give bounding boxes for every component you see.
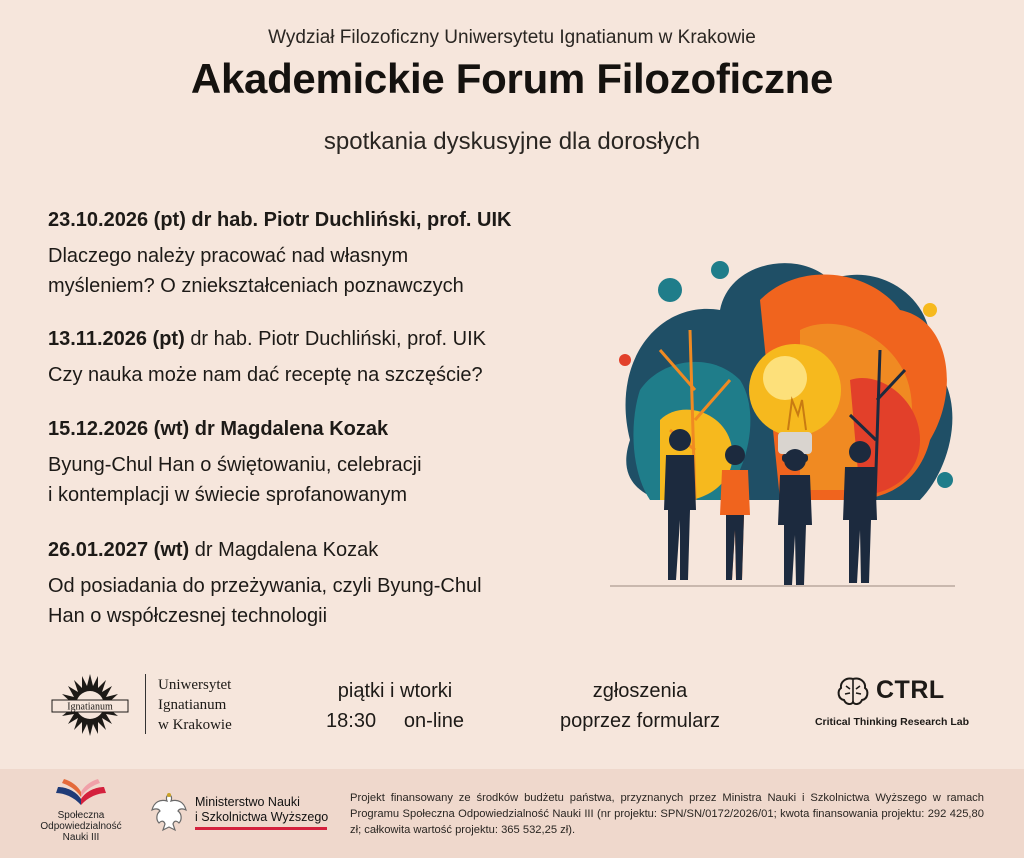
event-item	[48, 535, 608, 631]
ministry-red-line	[195, 827, 327, 830]
event-item	[48, 414, 608, 510]
schedule-time: 18:30	[326, 710, 377, 732]
event-item	[48, 324, 608, 390]
registration-info: zgłoszenia poprzez formularz	[559, 680, 721, 732]
svg-text:Ignatianum: Ignatianum	[67, 701, 113, 713]
event-date: 26.01.2027 (wt)	[48, 539, 190, 561]
ctrl-logo-text: CTRL	[876, 676, 945, 704]
event-topic-line: Od posiadania do przeżywania, czyli Byung-Chul	[48, 575, 482, 597]
event-date: 13.11.2026 (pt)	[48, 328, 185, 350]
funding-note: Projekt finansowany ze środków budżetu państwa, przyznanych przez Ministra Nauki i Szkolnictwa Wyższego w ramach Programu Społeczna Odpowiedzialność Nauki III (nr projektu: SPN/SN/0172/2026/01; kwota finansowania projektu: 292 425,80 zł; całkowita wartość projektu: 365 532,25 zł).	[350, 792, 984, 836]
schedule-days: piątki i wtorki	[337, 680, 453, 702]
event-speaker: dr hab. Piotr Duchliński, prof. UIK	[191, 209, 512, 231]
schedule-info	[300, 676, 490, 736]
event-topic-line: myśleniem? O zniekształceniach poznawczych	[48, 275, 464, 297]
event-topic-line: Han o współczesnej technologii	[48, 605, 328, 627]
faculty-name: Wydział Filozoficzny Uniwersytetu Ignatianum w Krakowie	[268, 27, 756, 48]
page-title: Akademickie Forum Filozoficzne	[190, 55, 834, 102]
event-topic-line: Czy nauka może nam dać receptę na szczęście?	[48, 364, 483, 386]
event-date: 15.12.2026 (wt)	[48, 418, 190, 440]
page-subtitle: spotkania dyskusyjne dla dorosłych	[323, 128, 701, 155]
event-date: 23.10.2026 (pt)	[48, 209, 186, 231]
ministry-name: Ministerstwo Nauki i Szkolnictwa Wyższego	[195, 795, 329, 824]
event-topic-line: Byung-Chul Han o świętowaniu, celebracji	[48, 454, 422, 476]
event-speaker: dr hab. Piotr Duchliński, prof. UIK	[190, 328, 486, 350]
footer	[0, 769, 1024, 858]
ignatianum-seal-icon	[46, 672, 134, 738]
son-program-name: Społeczna Odpowiedzialność Nauki III	[40, 810, 122, 843]
ground-line	[610, 585, 955, 587]
ctrl-subtitle: Critical Thinking Research Lab	[814, 716, 970, 728]
university-name: Uniwersytet Ignatianum w Krakowie	[158, 677, 232, 733]
event-speaker: dr Magdalena Kozak	[194, 418, 389, 440]
eagle-emblem-icon	[150, 790, 188, 834]
event-topic-line: i kontemplacji w świecie sprofanowanym	[48, 484, 408, 506]
schedule-mode: on-line	[403, 710, 464, 732]
event-item	[48, 205, 608, 301]
brain-icon	[836, 676, 870, 706]
book-logo-icon	[54, 777, 108, 809]
lightbulb-people-illustration	[600, 240, 980, 600]
event-topic-line: Dlaczego należy pracować nad własnym	[48, 245, 409, 267]
divider	[145, 674, 146, 734]
event-speaker: dr Magdalena Kozak	[194, 539, 379, 561]
